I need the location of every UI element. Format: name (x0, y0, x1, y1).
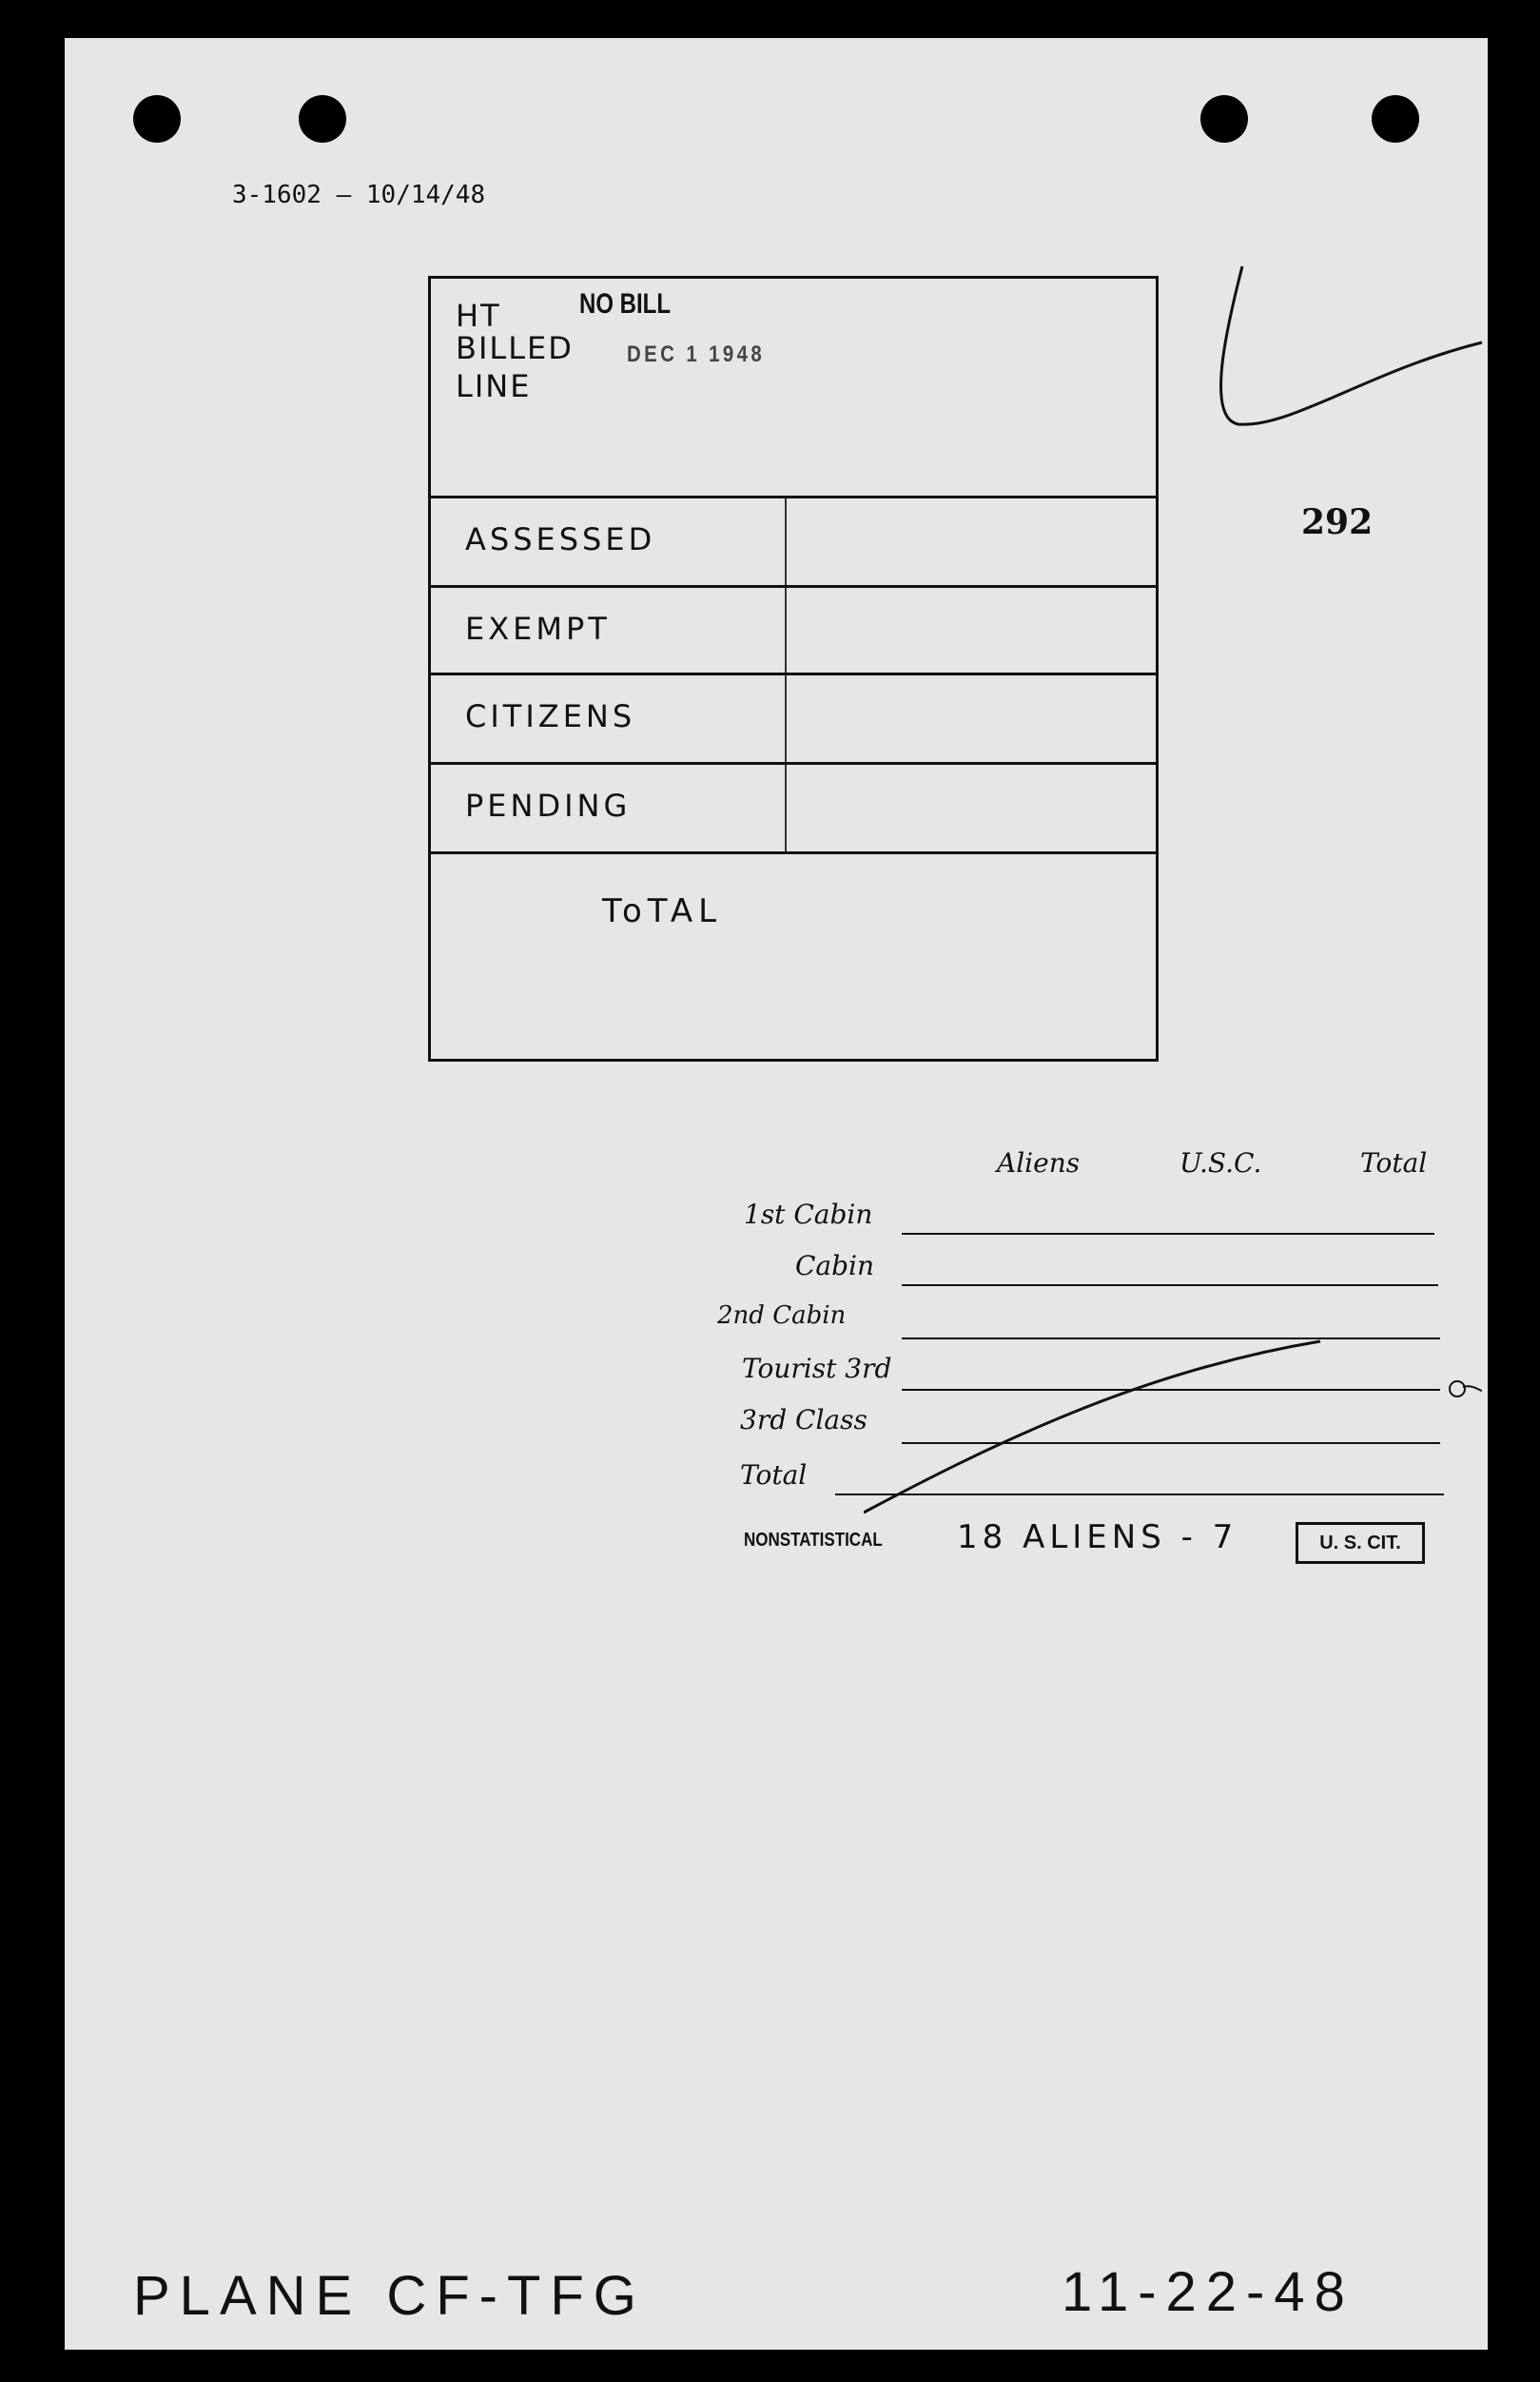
punch-hole-4 (1372, 95, 1419, 143)
stat-row-label: Total (740, 1459, 808, 1491)
footer-date: 11-22-48 (1062, 2261, 1355, 2323)
row-pending (431, 762, 1156, 851)
stat-row-label: 3rd Class (740, 1404, 867, 1435)
row-label: EXEMPT (465, 611, 611, 647)
col-usc: U.S.C. (1179, 1147, 1262, 1179)
stat-row-label: Tourist 3rd (742, 1353, 892, 1384)
check-mark (1197, 228, 1488, 476)
billing-box (428, 276, 1159, 1062)
punch-hole-1 (133, 95, 181, 143)
stat-row-label: 1st Cabin (744, 1199, 873, 1230)
header-line: LINE (456, 368, 532, 404)
stat-row-label: Cabin (795, 1250, 875, 1281)
col-aliens: Aliens (997, 1147, 1081, 1179)
document-page (65, 38, 1488, 2350)
header-billed: BILLED (456, 330, 574, 366)
no-bill-stamp: NO BILL (579, 288, 671, 320)
nonstatistical-label: NONSTATISTICAL (744, 1530, 883, 1551)
row-total (431, 851, 1156, 1059)
page-number: 292 (1301, 502, 1374, 542)
nonstatistical-value: 18 ALIENS - 7 (957, 1518, 1238, 1556)
file-date: 10/14/48 (365, 181, 486, 209)
punch-hole-2 (299, 95, 346, 143)
billing-header (431, 279, 1156, 496)
row-assessed (431, 496, 1156, 585)
col-total: Total (1360, 1147, 1428, 1179)
stat-line (902, 1284, 1438, 1286)
stat-row-label: 2nd Cabin (717, 1301, 847, 1330)
footer-plane: PLANE CF-TFG (133, 2265, 646, 2327)
header-ht: HT (456, 298, 501, 334)
file-reference-line: 3-1602 — 10/14/48 (232, 181, 486, 209)
row-citizens (431, 673, 1156, 762)
stat-line (902, 1233, 1434, 1235)
row-label: CITIZENS (465, 698, 636, 734)
row-label: PENDING (465, 788, 632, 824)
strike-through-line (864, 1332, 1482, 1522)
row-label: ASSESSED (465, 521, 656, 557)
stamp-date: DEC 1 1948 (627, 342, 766, 367)
punch-hole-3 (1200, 95, 1248, 143)
file-ref: 3-1602 (232, 181, 322, 209)
us-cit-stamp: U. S. CIT. (1296, 1522, 1425, 1564)
total-label: ToTAL (602, 892, 723, 930)
row-exempt (431, 585, 1156, 673)
